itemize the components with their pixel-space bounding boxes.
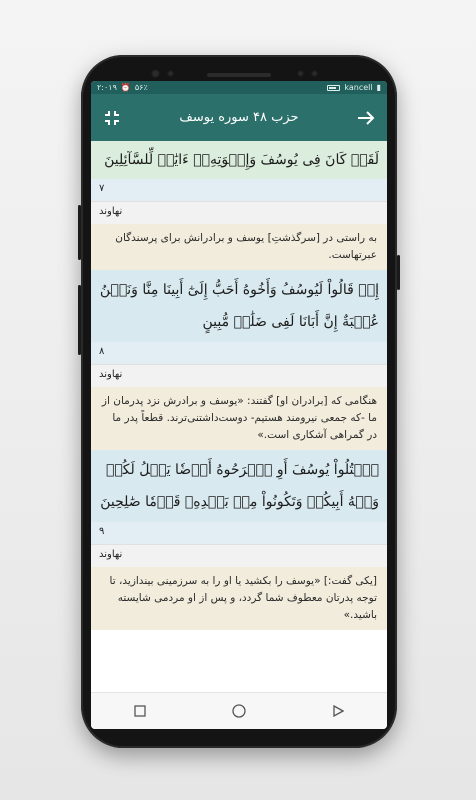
bixby-button: [397, 255, 400, 290]
fullscreen-exit-icon[interactable]: [101, 107, 123, 129]
iris-sensor: [167, 70, 174, 77]
verse-translation: هنگامی که [برادران او] گفتند: «یوسف و برادرش نزد پدرمان از ما -که جمعی نیرومند هستیم- دوست‌داشتنی‌ترند. قطعاً پدر ما در گمراهی آشکاری است.»: [91, 387, 387, 450]
verse-number: ۸: [91, 342, 387, 364]
reciter-label[interactable]: نهاوند: [91, 201, 387, 224]
light-sensor: [311, 70, 318, 77]
verse-translation: [یکی گفت:] «یوسف را بکشید یا او را به سرزمینی بیندازید، تا توجه پدرتان معطوف شما گردد، و پس از او مردمی شایسته باشید.»: [91, 567, 387, 630]
screen: [91, 81, 387, 729]
status-time: ۲:۰۱۹: [97, 83, 117, 92]
status-right: [327, 83, 381, 92]
status-bar: [91, 81, 387, 94]
verse-number: ۹: [91, 522, 387, 544]
navigation-bar: [91, 692, 387, 729]
front-camera: [151, 69, 160, 78]
status-left: [97, 83, 148, 92]
verse-arabic: لَقَدۡ كَانَ فِى يُوسُفَ وَإِخۡوَتِهِۦٓ ءَايَٰتٞ لِّلسَّآئِلِينَ: [91, 141, 387, 179]
verse-number: ۷: [91, 179, 387, 201]
power-button: [78, 205, 81, 260]
verse-list[interactable]: [91, 141, 387, 676]
arrow-right-icon[interactable]: [355, 107, 377, 129]
signal-icon: ▮: [376, 83, 381, 92]
verse-translation: به راستی در [سرگذشتِ] یوسف و برادرانش برای پرسندگان عبرتهاست.: [91, 224, 387, 270]
earpiece-speaker: [207, 73, 271, 77]
battery-percent: ۵۶٪: [134, 83, 148, 92]
verse-arabic: ٱقۡتُلُواْ يُوسُفَ أَوِ ٱطۡرَحُوهُ أَرۡضٗا يَخۡلُ لَكُمۡ وَجۡهُ أَبِيكُمۡ وَتَكُونُواْ مِنۢ بَعۡدِهِۦ قَوۡمٗا صَٰلِحِينَ: [91, 450, 387, 522]
circle-icon[interactable]: [224, 699, 254, 723]
triangle-back-icon[interactable]: [323, 699, 353, 723]
page-title: حزب ۴۸ سوره يوسف: [179, 110, 299, 125]
verse-arabic: إِذۡ قَالُواْ لَيُوسُفُ وَأَخُوهُ أَحَبُّ إِلَىٰٓ أَبِينَا مِنَّا وَنَحۡنُ عُصۡبَةٌ إِنَّ أَبَانَا لَفِى ضَلَٰلٖ مُّبِينٍ: [91, 270, 387, 342]
reciter-label[interactable]: نهاوند: [91, 544, 387, 567]
square-icon[interactable]: [125, 699, 155, 723]
carrier-label: kancell: [344, 83, 373, 92]
battery-icon: [327, 85, 340, 91]
proximity-sensor: [297, 70, 304, 77]
app-bar: [91, 94, 387, 141]
alarm-icon: ⏰: [120, 83, 131, 92]
volume-button: [78, 285, 81, 355]
phone-frame: [81, 55, 397, 748]
reciter-label[interactable]: نهاوند: [91, 364, 387, 387]
